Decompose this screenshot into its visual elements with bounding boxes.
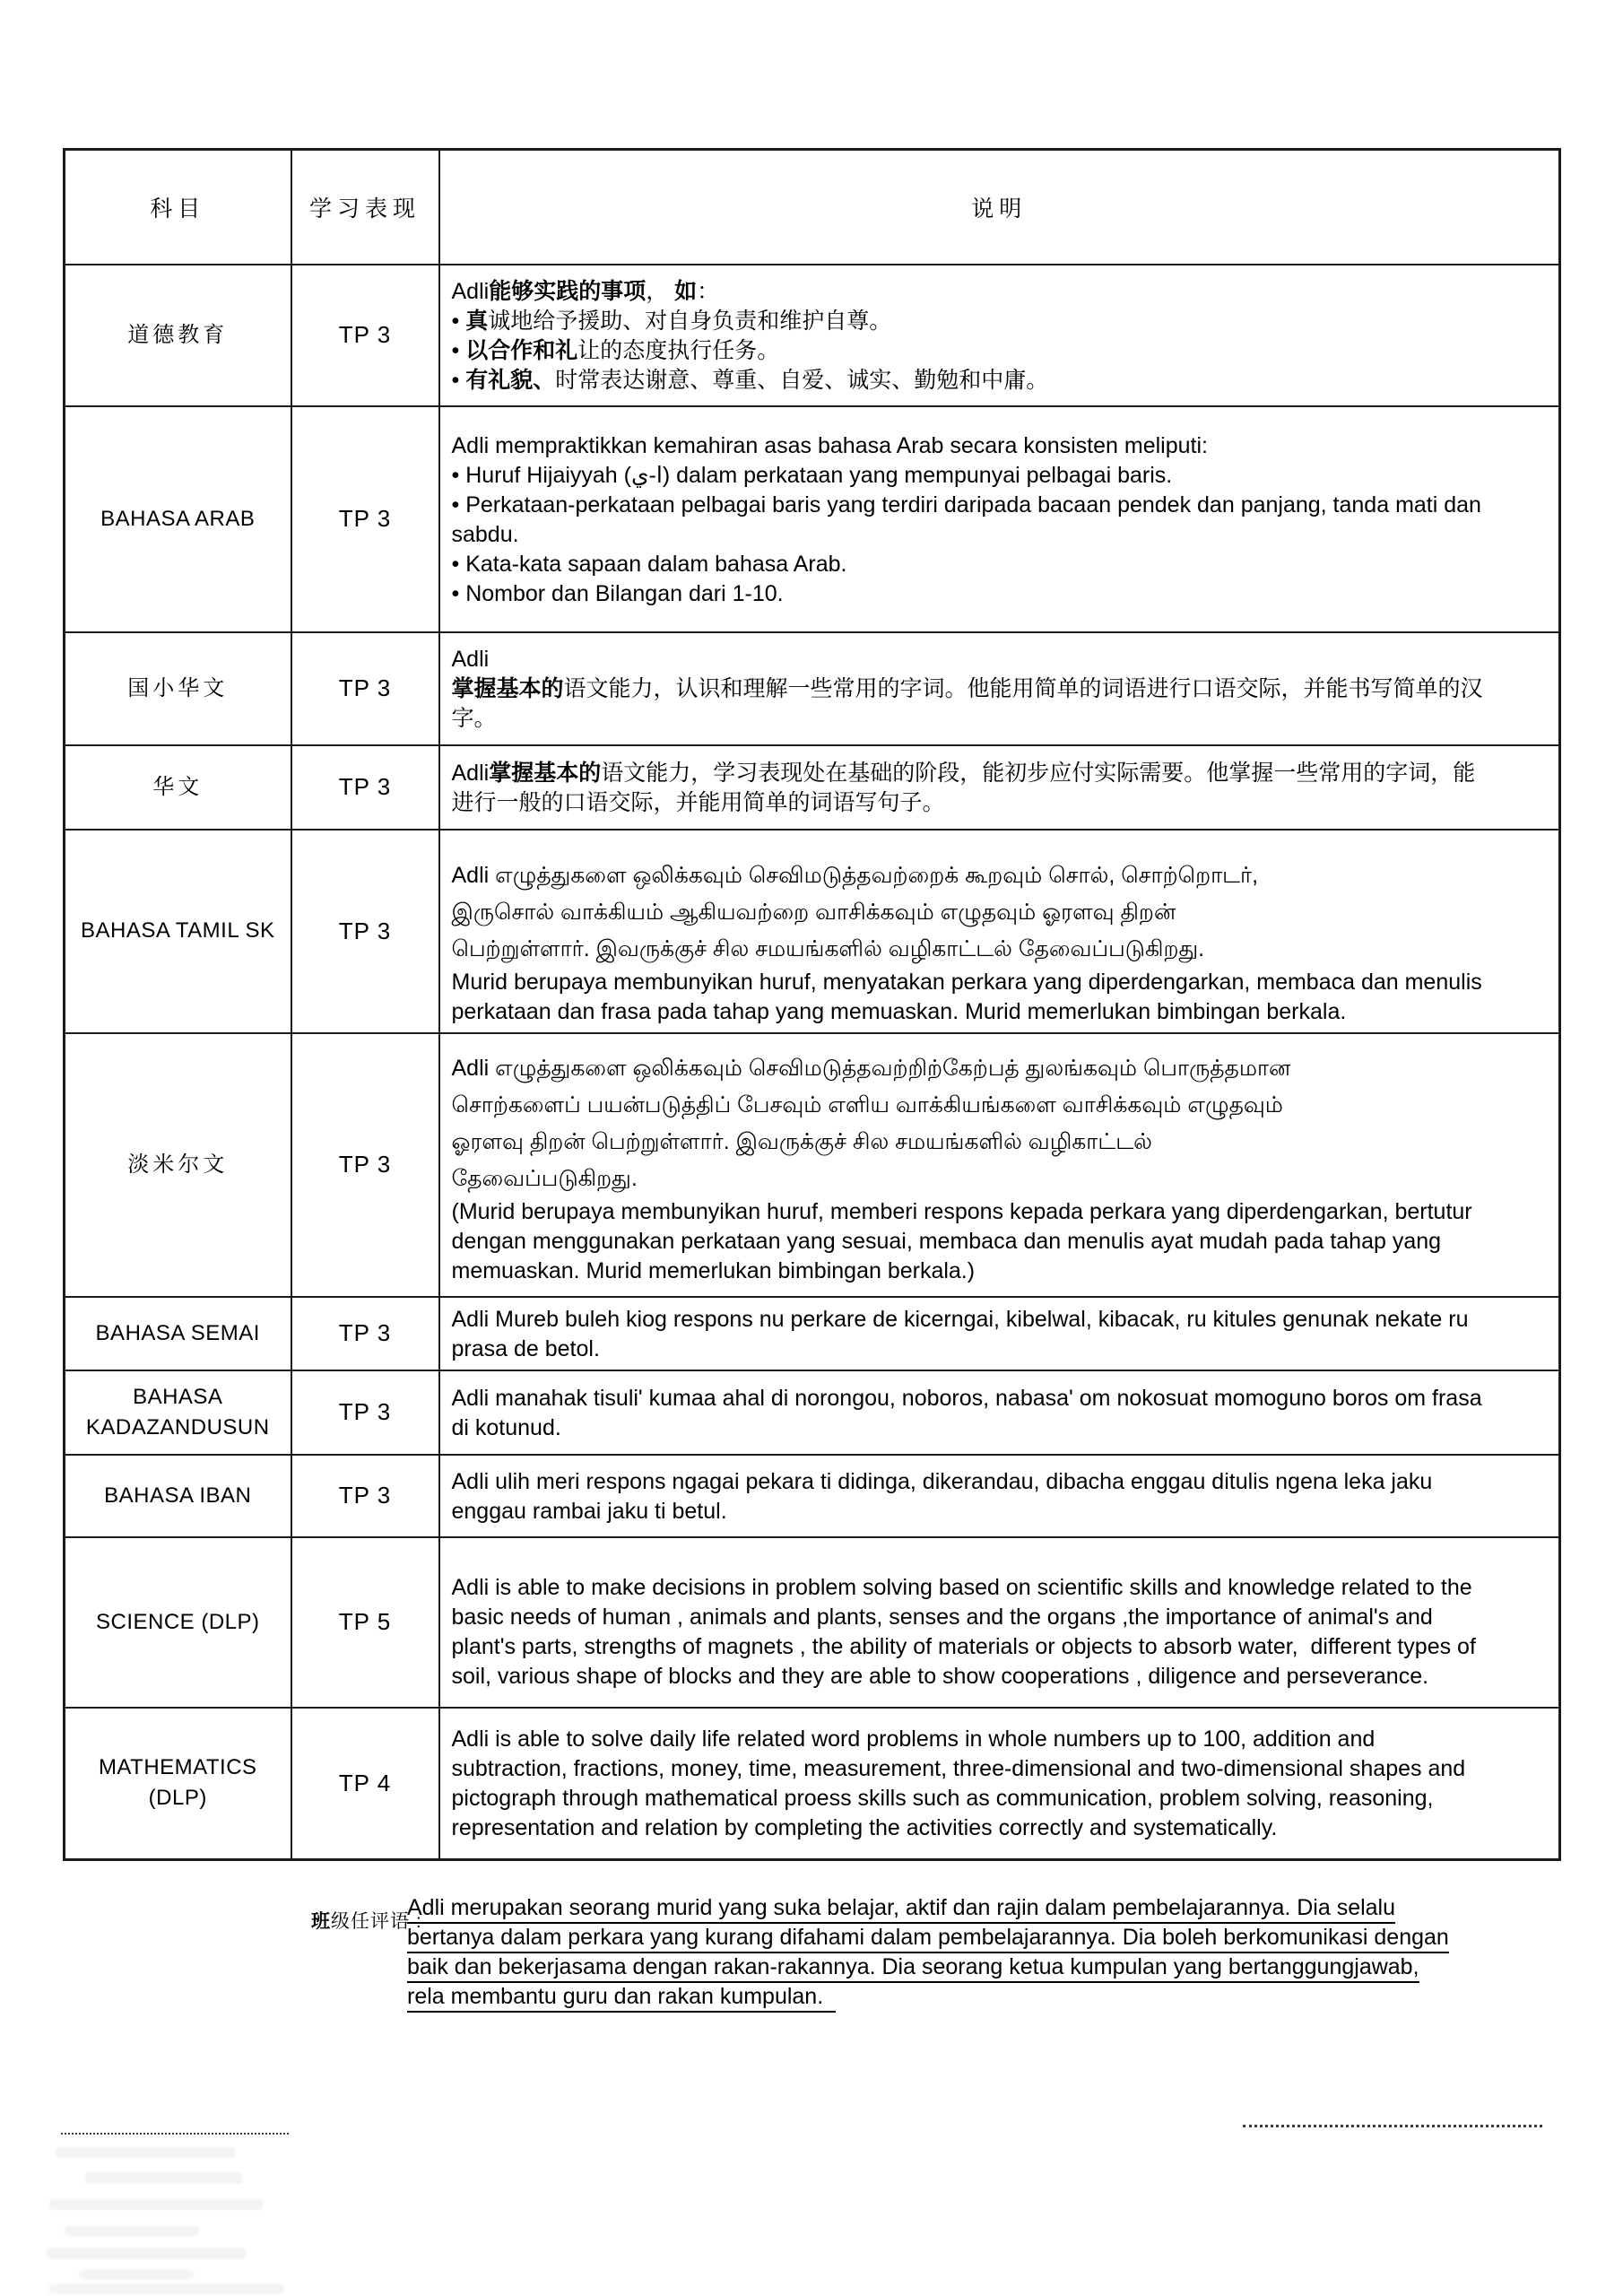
comment-line: baik dan bekerjasama dengan rakan-rakannya. Dia seorang ketua kumpulan yang bertanggungjawab, [407, 1953, 1449, 1983]
table-row [65, 1370, 1560, 1455]
bleed-through-artifact [79, 2270, 194, 2279]
description-line: dengan menggunakan perkataan yang sesuai, membaca dan menulis ayat mudah pada tahap yang [451, 1229, 1442, 1254]
performance-level-cell: TP 4 [291, 1708, 439, 1860]
subject-cell: SCIENCE (DLP) [65, 1537, 291, 1708]
table-row [65, 1033, 1560, 1297]
table-row [65, 1297, 1560, 1370]
description-line: Adli is able to make decisions in problem solving based on scientific skills and knowledge related to the [451, 1574, 1472, 1600]
table-row [65, 1708, 1560, 1860]
description-line: • 真诚地给予援助、对自身负责和维护自尊。 [451, 308, 892, 334]
table-row [65, 1537, 1560, 1708]
description-line: 进行一般的口语交际，并能用简单的词语写句子。 [451, 789, 945, 815]
header-performance: 学习表现 [291, 150, 439, 265]
subject-performance-table [63, 148, 1561, 1861]
description-line: soil, various shape of blocks and they are able to show cooperations , diligence and perseverance. [451, 1663, 1429, 1689]
signature-dotted-line-left [61, 2133, 289, 2135]
description-line: basic needs of human , animals and plants, senses and the organs ,the importance of animal's and [451, 1604, 1433, 1630]
description-line: subtraction, fractions, money, time, measurement, three-dimensional and two-dimensional shapes and [451, 1756, 1466, 1782]
description-cell [439, 1297, 1560, 1370]
description-cell [439, 1708, 1560, 1860]
subject-cell: BAHASA IBAN [65, 1455, 291, 1537]
description-line: • 以合作和礼让的态度执行任务。 [451, 337, 780, 363]
table-header-row [65, 150, 1560, 265]
header-subject: 科目 [65, 150, 291, 265]
table-row [65, 1455, 1560, 1537]
description-cell [439, 1537, 1560, 1708]
bleed-through-artifact [49, 2284, 284, 2293]
bleed-through-artifact [85, 2172, 242, 2184]
description-line: • 有礼貌、时常表达谢意、尊重、自爱、诚实、勤勉和中庸。 [451, 367, 1049, 393]
bleed-through-artifact [65, 2226, 199, 2236]
description-cell [439, 1455, 1560, 1537]
description-line: இருசொல் வாக்கியம் ஆகியவற்றை வாசிக்கவும் எழுதவும் ஓரளவு திறன் [451, 899, 1176, 925]
subject-cell: BAHASA KADAZANDUSUN [65, 1370, 291, 1455]
performance-level-cell: TP 5 [291, 1537, 439, 1708]
bleed-through-artifact [47, 2248, 246, 2259]
description-line: Adli எழுத்துகளை ஒலிக்கவும் செவிமடுத்தவற்றைக் கூறவும் சொல், சொற்றொடர், [451, 862, 1259, 888]
table-row [65, 745, 1560, 830]
signature-dotted-line-right [1243, 2125, 1542, 2127]
class-teacher-comment-label: 班级任评语 : [311, 1911, 422, 1932]
description-cell [439, 265, 1560, 406]
subject-cell: MATHEMATICS (DLP) [65, 1708, 291, 1860]
performance-level-cell: TP 3 [291, 1033, 439, 1297]
description-line: Adli掌握基本的语文能力，学习表现处在基础的阶段，能初步应付实际需要。他掌握一些常用的字词，能 [451, 760, 1476, 786]
subject-cell: 国小华文 [65, 632, 291, 745]
description-line: memuaskan. Murid memerlukan bimbingan berkala.) [451, 1258, 976, 1283]
bleed-through-artifact [49, 2199, 263, 2210]
header-description: 说明 [439, 150, 1560, 265]
description-line: • Nombor dan Bilangan dari 1-10. [451, 580, 784, 606]
description-line: representation and relation by completing the activities correctly and systematically. [451, 1815, 1278, 1841]
table-row [65, 632, 1560, 745]
description-line: pictograph through mathematical proess skills such as communication, problem solving, reasoning, [451, 1786, 1434, 1812]
table-row [65, 406, 1560, 632]
description-line: di kotunud. [451, 1414, 561, 1440]
subject-cell: BAHASA TAMIL SK [65, 830, 291, 1033]
table-row [65, 265, 1560, 406]
subject-cell: 华文 [65, 745, 291, 830]
description-line: சொற்களைப் பயன்படுத்திப் பேசவும் எளிய வாக்கியங்களை வாசிக்கவும் எழுதவும் [451, 1092, 1283, 1118]
description-line: Adli எழுத்துகளை ஒலிக்கவும் செவிமடுத்தவற்றிற்கேற்பத் துலங்கவும் பொருத்தமான [451, 1056, 1291, 1081]
description-cell [439, 406, 1560, 632]
performance-level-cell: TP 3 [291, 745, 439, 830]
description-line: Adli [451, 647, 490, 672]
description-line: sabdu. [451, 521, 519, 547]
performance-level-cell: TP 3 [291, 265, 439, 406]
description-line: plant's parts, strengths of magnets , the ability of materials or objects to absorb water, different types of [451, 1633, 1476, 1659]
description-line: ஓரளவு திறன் பெற்றுள்ளார். இவருக்குச் சில சமயங்களில் வழிகாட்டல் [451, 1129, 1152, 1154]
performance-level-cell: TP 3 [291, 1455, 439, 1537]
subject-cell: BAHASA SEMAI [65, 1297, 291, 1370]
description-line: Murid berupaya membunyikan huruf, menyatakan perkara yang diperdengarkan, membaca dan menulis [451, 969, 1482, 995]
performance-level-cell: TP 3 [291, 632, 439, 745]
description-cell [439, 1033, 1560, 1297]
comment-line: rela membantu guru dan rakan kumpulan. [407, 1983, 1449, 2013]
description-line: 掌握基本的语文能力，认识和理解一些常用的字词。他能用简单的词语进行口语交际，并能书写简单的汉 [451, 676, 1483, 701]
description-line: 字。 [451, 706, 497, 731]
performance-level-cell: TP 3 [291, 830, 439, 1033]
table-row [65, 830, 1560, 1033]
performance-level-cell: TP 3 [291, 1297, 439, 1370]
description-line: perkataan dan frasa pada tahap yang memuaskan. Murid memerlukan bimbingan berkala. [451, 998, 1347, 1024]
description-cell [439, 830, 1560, 1033]
description-line: தேவைப்படுகிறது. [451, 1166, 638, 1191]
subject-cell: BAHASA ARAB [65, 406, 291, 632]
performance-level-cell: TP 3 [291, 406, 439, 632]
bleed-through-artifact [56, 2147, 235, 2158]
subject-cell: 道德教育 [65, 265, 291, 406]
description-line: Adli mempraktikkan kemahiran asas bahasa Arab secara konsisten meliputi: [451, 432, 1208, 458]
description-line: Adli能够实践的事项， 如： [451, 278, 720, 304]
description-cell [439, 1370, 1560, 1455]
description-line: • Huruf Hijaiyyah (ا-ي) dalam perkataan yang mempunyai pelbagai baris. [451, 462, 1173, 488]
description-line: Adli manahak tisuli' kumaa ahal di norongou, noboros, nabasa' om nokosuat momoguno boros om frasa [451, 1385, 1482, 1411]
class-teacher-comment-text [407, 1894, 1449, 2013]
description-line: enggau rambai jaku ti betul. [451, 1498, 727, 1524]
description-cell [439, 745, 1560, 830]
performance-level-cell: TP 3 [291, 1370, 439, 1455]
comment-line: bertanya dalam perkara yang kurang difahami dalam pembelajarannya. Dia boleh berkomunikasi dengan [407, 1924, 1449, 1953]
description-line: • Kata-kata sapaan dalam bahasa Arab. [451, 551, 847, 577]
description-line: • Perkataan-perkataan pelbagai baris yang terdiri daripada bacaan pendek dan panjang, tanda mati dan [451, 491, 1481, 517]
subject-cell: 淡米尔文 [65, 1033, 291, 1297]
comment-line: Adli merupakan seorang murid yang suka belajar, aktif dan rajin dalam pembelajarannya. Dia selalu [407, 1894, 1449, 1924]
description-cell [439, 632, 1560, 745]
description-line: Adli Mureb buleh kiog respons nu perkare de kicerngai, kibelwal, kibacak, ru kitules genunak nekate ru [451, 1306, 1469, 1332]
description-line: prasa de betol. [451, 1335, 600, 1361]
description-line: (Murid berupaya membunyikan huruf, memberi respons kepada perkara yang diperdengarkan, bertutur [451, 1199, 1472, 1224]
description-line: Adli ulih meri respons ngagai pekara ti didinga, dikerandau, dibacha enggau ditulis ngena leka jaku [451, 1468, 1433, 1494]
description-line: பெற்றுள்ளார். இவருக்குச் சில சமயங்களில் வழிகாட்டல் தேவைப்படுகிறது. [451, 935, 1205, 961]
description-line: Adli is able to solve daily life related word problems in whole numbers up to 100, addition and [451, 1726, 1376, 1752]
